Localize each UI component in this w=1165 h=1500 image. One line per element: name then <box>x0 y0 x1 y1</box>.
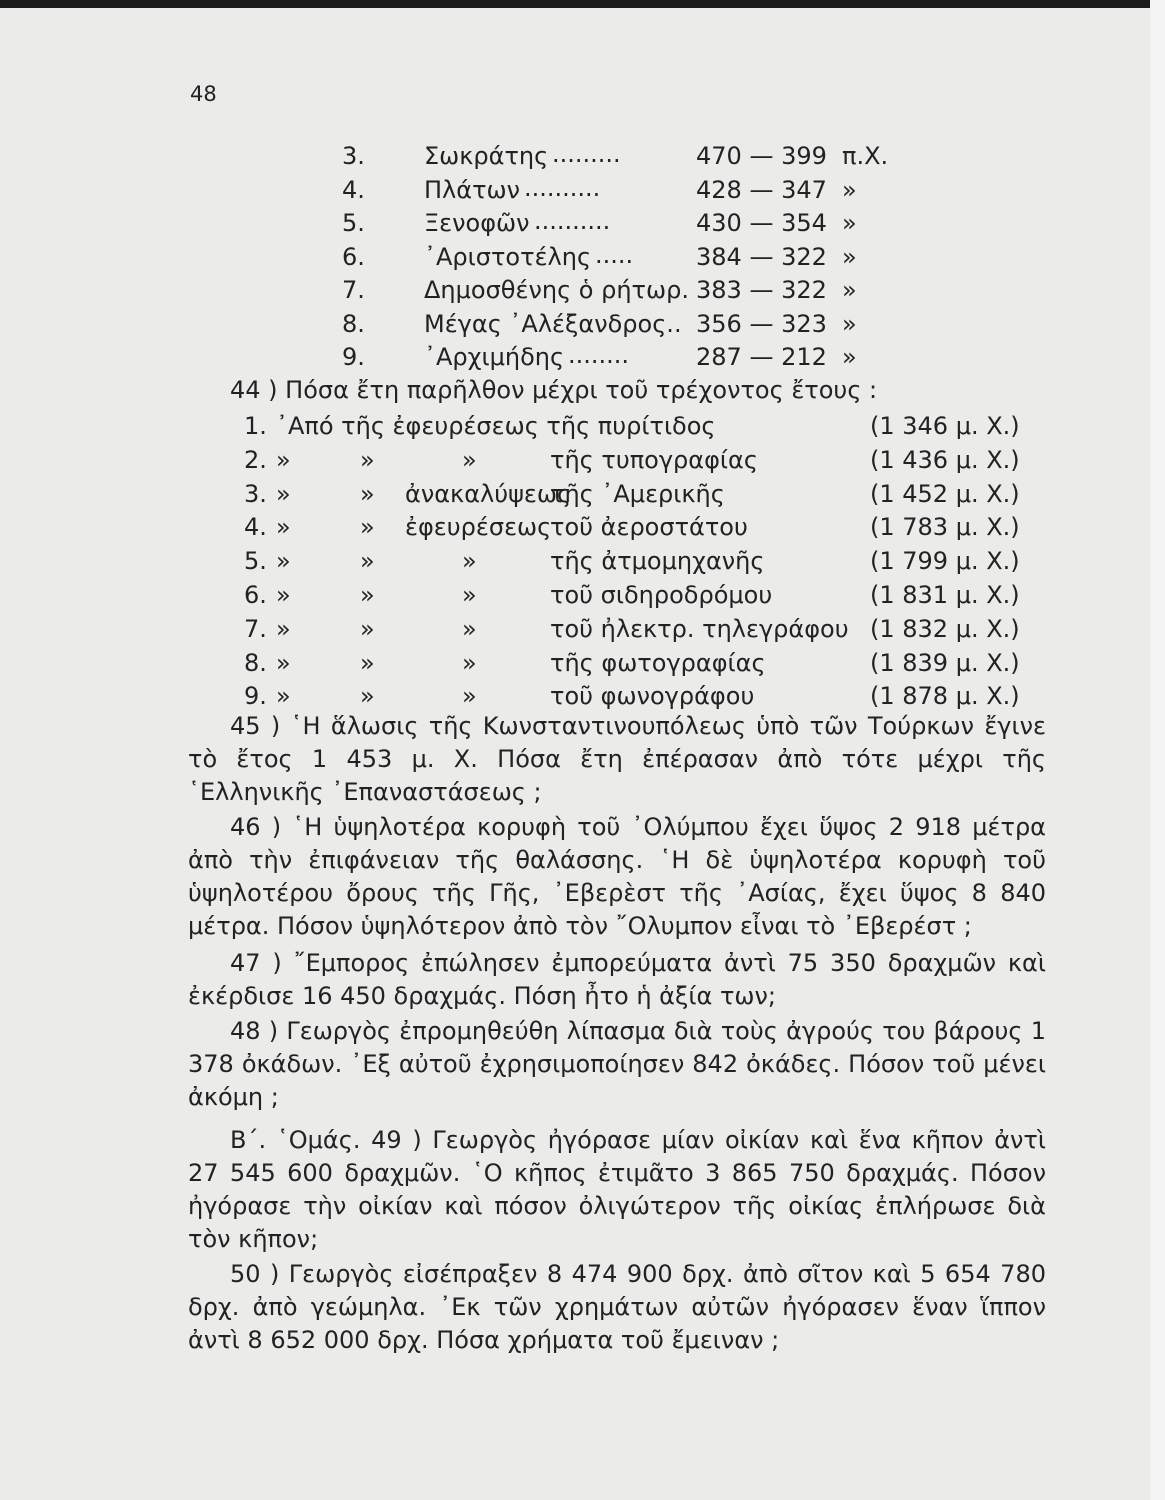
philosopher-name: Πλάτων <box>424 175 521 204</box>
ditto-2: » <box>360 513 375 542</box>
invention-year: (1 839 μ. Χ.) <box>870 648 1020 677</box>
philosopher-number: 4. <box>342 175 365 204</box>
ditto-2: » <box>360 445 375 474</box>
philosopher-name: Σωκράτης <box>424 142 549 170</box>
ditto-2: » <box>360 581 375 609</box>
question-45: 45 ) ῾Η ἅλωσις τῆς Κωνσταντινουπόλεως ὑπὸ τῶν Τούρκων ἔγινε τὸ ἔτος 1 453 μ. Χ. Πόσα ἔτη ἐπέρασαν ἀπὸ τότε μέχρι τῆς ῾Ελληνικῆς ᾿Επαναστάσεως ; <box>188 712 1046 806</box>
invention-name: τῆς τυπογραφίας <box>550 445 758 474</box>
ditto-1: » <box>276 513 291 542</box>
invention-number: 9. <box>244 682 267 711</box>
leader-dots: .......... <box>534 207 611 235</box>
page-edge <box>1150 0 1165 1500</box>
philosopher-years: 428 — 347 <box>696 175 827 204</box>
ditto-1: » <box>276 547 291 576</box>
invention-name: τῆς φωτογραφίας <box>550 648 766 677</box>
question-49: Β΄. ῾Ομάς. 49 ) Γεωργὸς ἠγόρασε μίαν οἰκίαν καὶ ἕνα κῆπον ἀντὶ 27 545 600 δραχμῶν. ῾Ο κῆπος ἐτιμᾶτο 3 865 750 δραχμάς. Πόσον ἠγόρασε τὴν οἰκίαν καὶ πόσον ὀλιγώτερον τῆς οἰκίας ἐπλήρωσε διὰ τὸν κῆπον; <box>188 1126 1046 1253</box>
philosopher-years: 384 — 322 <box>696 242 827 271</box>
philosopher-name: Ξενοφῶν <box>424 209 530 237</box>
question-48: 48 ) Γεωργὸς ἐπρομηθεύθη λίπασμα διὰ τοὺς ἀγρούς του βάρους 1 378 ὀκάδων. ᾿Εξ αὐτοῦ ἐχρησιμοποίησεν 842 ὀκάδες. Πόσον τοῦ μένει ἀκόμη ; <box>188 1017 1046 1111</box>
question-46: 46 ) ῾Η ὑψηλοτέρα κορυφὴ τοῦ ᾿Ολύμπου ἔχει ὕψος 2 918 μέτρα ἀπὸ τὴν ἐπιφάνειαν τῆς θαλάσσης. ῾Η δὲ ὑψηλοτέρα κορυφὴ τοῦ ὑψηλοτέρου ὄρους τῆς Γῆς, ᾿Εβερὲστ τῆς ᾿Ασίας, ἔχει ὕψος 8 840 μέτρα. Πόσον ὑψηλότερον ἀπὸ τὸν ῎Ολυμπον εἶναι τὸ ᾿Εβερέστ ; <box>188 813 1046 940</box>
philosopher-era: » <box>842 343 857 371</box>
philosopher-years: 430 — 354 <box>696 209 827 237</box>
philosopher-number: 6. <box>342 242 365 271</box>
leader-dots: .......... <box>524 173 601 202</box>
invention-number: 1. <box>244 412 267 440</box>
invention-name: τῆς ἀτμομηχανῆς <box>550 547 765 576</box>
ditto-1: ᾿Από τῆς ἐφευρέσεως τῆς πυρίτιδος <box>276 412 716 440</box>
philosopher-name: ᾿Αρχιμήδης <box>424 343 565 371</box>
invention-number: 4. <box>244 513 267 542</box>
philosopher-years: 470 — 399 <box>696 142 827 170</box>
invention-number: 8. <box>244 648 267 677</box>
invention-name: τοῦ σιδηροδρόμου <box>550 581 773 609</box>
ditto-3: ἐφευρέσεως <box>405 513 552 542</box>
invention-number: 3. <box>244 479 267 508</box>
leader-dots: ......... <box>552 140 621 168</box>
invention-year: (1 783 μ. Χ.) <box>870 513 1020 542</box>
philosopher-years: 383 — 322 <box>696 276 827 304</box>
ditto-2: » <box>360 479 375 508</box>
ditto-2: » <box>360 547 375 576</box>
philosopher-name: Δημοσθένης ὁ ρήτωρ. <box>424 276 689 304</box>
question-47: 47 ) ῎Εμπορος ἐπώλησεν ἐμπορεύματα ἀντὶ 75 350 δραχμῶν καὶ ἐκέρδισε 16 450 δραχμάς. Πόση ἦτο ἡ ἀξία των; <box>188 949 1046 1010</box>
ditto-1: » <box>276 682 291 711</box>
invention-number: 5. <box>244 547 267 576</box>
ditto-3: » <box>462 682 477 711</box>
philosopher-years: 356 — 323 <box>696 309 827 338</box>
philosopher-number: 8. <box>342 309 365 338</box>
ditto-1: » <box>276 445 291 474</box>
invention-name: τῆς ᾿Αμερικῆς <box>550 479 725 508</box>
philosopher-era: π.Χ. <box>842 142 889 170</box>
invention-year: (1 452 μ. Χ.) <box>870 479 1020 508</box>
ditto-3: » <box>462 581 477 609</box>
ditto-3: ἀνακαλύψεως <box>405 479 572 508</box>
philosopher-name: Μέγας ᾿Αλέξανδρος.. <box>424 309 682 338</box>
ditto-3: » <box>462 547 477 576</box>
philosopher-years: 287 — 212 <box>696 343 827 371</box>
ditto-2: » <box>360 682 375 711</box>
philosopher-era: » <box>842 242 857 271</box>
invention-name: τοῦ ἠλεκτρ. τηλεγράφου <box>550 614 849 643</box>
ditto-3: » <box>462 445 477 474</box>
invention-number: 7. <box>244 614 267 643</box>
ditto-1: » <box>276 648 291 677</box>
philosopher-era: » <box>842 309 857 338</box>
ditto-1: » <box>276 614 291 643</box>
invention-year: (1 831 μ. Χ.) <box>870 581 1020 609</box>
ditto-1: » <box>276 581 291 609</box>
page-number: 48 <box>190 82 217 106</box>
question-50: 50 ) Γεωργὸς εἰσέπραξεν 8 474 900 δρχ. ἀπὸ σῖτον καὶ 5 654 780 δρχ. ἀπὸ γεώμηλα. ᾿Εκ τῶν χρημάτων αὐτῶν ἠγόρασεν ἕναν ἵππον ἀντὶ 8 652 000 δρχ. Πόσα χρήματα τοῦ ἔμειναν ; <box>188 1260 1046 1354</box>
invention-year: (1 346 μ. Χ.) <box>870 412 1020 440</box>
invention-year: (1 799 μ. Χ.) <box>870 547 1020 576</box>
ditto-3: » <box>462 648 477 677</box>
invention-number: 6. <box>244 581 267 609</box>
ditto-3: » <box>462 614 477 643</box>
philosopher-era: » <box>842 175 857 204</box>
philosopher-era: » <box>842 209 857 237</box>
invention-name: τοῦ ἀεροστάτου <box>550 513 748 542</box>
invention-year: (1 436 μ. Χ.) <box>870 445 1020 474</box>
invention-year: (1 878 μ. Χ.) <box>870 682 1020 711</box>
philosopher-number: 7. <box>342 276 365 304</box>
philosopher-era: » <box>842 276 857 304</box>
question-44-heading: 44 ) Πόσα ἔτη παρῆλθον μέχρι τοῦ τρέχοντος ἔτους : <box>230 376 878 404</box>
invention-year: (1 832 μ. Χ.) <box>870 614 1020 643</box>
ditto-2: » <box>360 648 375 677</box>
invention-name: τοῦ φωνογράφου <box>550 682 755 711</box>
leader-dots: ........ <box>568 341 630 369</box>
philosopher-number: 9. <box>342 343 365 371</box>
ditto-1: » <box>276 479 291 508</box>
leader-dots: ..... <box>595 240 634 269</box>
invention-number: 2. <box>244 445 267 474</box>
philosopher-number: 5. <box>342 209 365 237</box>
philosopher-number: 3. <box>342 142 365 170</box>
ditto-2: » <box>360 614 375 643</box>
philosopher-name: ᾿Αριστοτέλης <box>424 242 592 271</box>
